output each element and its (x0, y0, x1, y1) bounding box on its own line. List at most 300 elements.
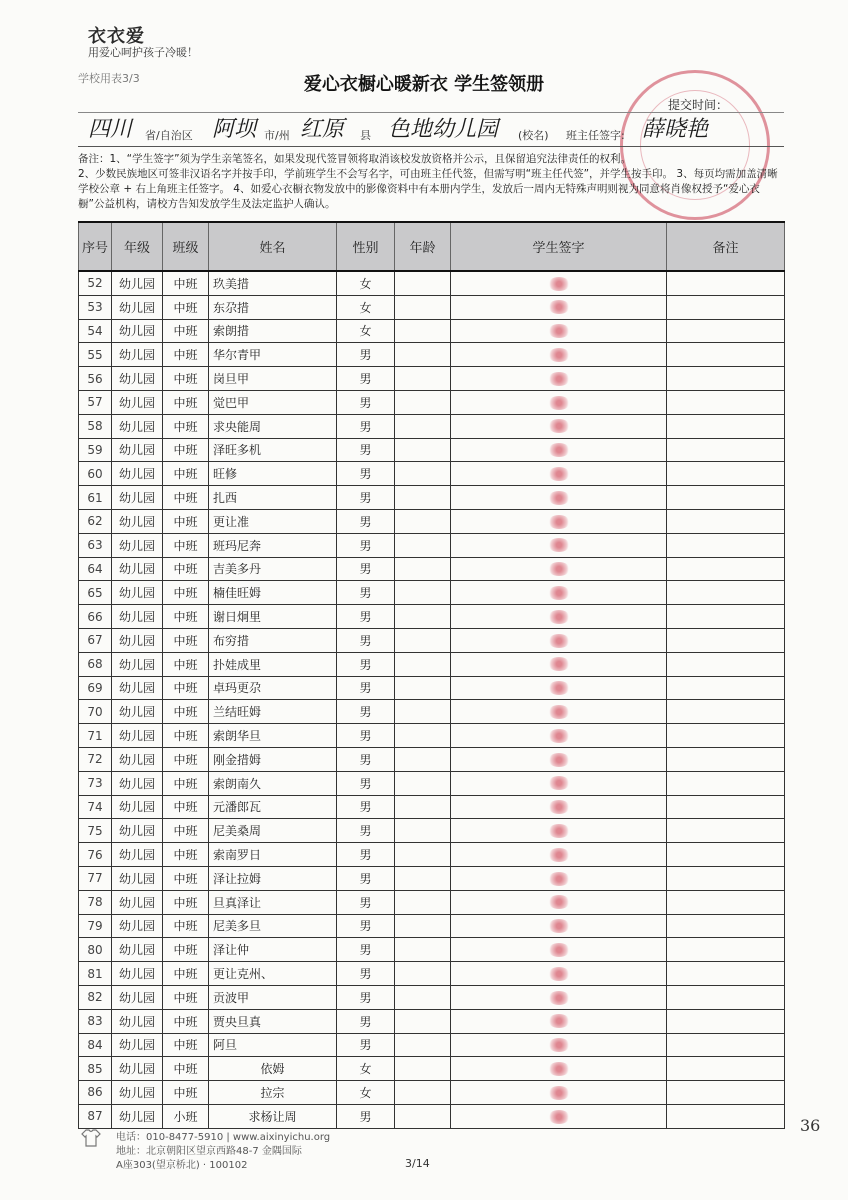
row-grade: 幼儿园 (112, 343, 163, 367)
table-row (79, 866, 785, 890)
row-age (395, 557, 451, 581)
row-class: 中班 (163, 581, 209, 605)
table-row (79, 938, 785, 962)
row-gender: 男 (337, 438, 395, 462)
header-grade: 年级 (112, 222, 163, 271)
row-class: 中班 (163, 486, 209, 510)
row-class: 中班 (163, 343, 209, 367)
row-signature (451, 343, 667, 367)
row-age (395, 509, 451, 533)
row-grade: 幼儿园 (112, 747, 163, 771)
table-row (79, 724, 785, 748)
row-gender: 男 (337, 605, 395, 629)
row-age (395, 414, 451, 438)
table-row (79, 985, 785, 1009)
row-class: 中班 (163, 700, 209, 724)
row-name: 索朗华旦 (209, 724, 337, 748)
row-gender: 男 (337, 985, 395, 1009)
row-class: 中班 (163, 866, 209, 890)
table-row (79, 486, 785, 510)
row-gender: 男 (337, 628, 395, 652)
row-gender: 男 (337, 676, 395, 700)
row-gender: 男 (337, 724, 395, 748)
row-signature (451, 438, 667, 462)
thumbprint-icon (548, 991, 570, 1005)
thumbprint-icon (548, 491, 570, 505)
thumbprint-icon (548, 729, 570, 743)
submit-time-label: 提交时间： (668, 98, 729, 112)
table-row (79, 462, 785, 486)
row-age (395, 367, 451, 391)
row-class: 中班 (163, 1057, 209, 1081)
row-gender: 男 (337, 367, 395, 391)
row-grade: 幼儿园 (112, 938, 163, 962)
table-row (79, 438, 785, 462)
table-row (79, 390, 785, 414)
row-signature (451, 605, 667, 629)
row-signature (451, 271, 667, 295)
row-number: 85 (79, 1057, 112, 1081)
row-grade: 幼儿园 (112, 605, 163, 629)
thumbprint-icon (548, 895, 570, 909)
row-grade: 幼儿园 (112, 390, 163, 414)
row-class: 中班 (163, 295, 209, 319)
thumbprint-icon (548, 705, 570, 719)
row-class: 中班 (163, 914, 209, 938)
table-row (79, 1104, 785, 1128)
row-gender: 男 (337, 843, 395, 867)
row-grade: 幼儿园 (112, 985, 163, 1009)
row-grade: 幼儿园 (112, 771, 163, 795)
row-number: 52 (79, 271, 112, 295)
row-signature (451, 795, 667, 819)
table-row (79, 652, 785, 676)
row-name: 泽让拉姆 (209, 866, 337, 890)
row-grade: 幼儿园 (112, 581, 163, 605)
table-row (79, 890, 785, 914)
table-row (79, 1009, 785, 1033)
row-class: 中班 (163, 605, 209, 629)
row-number: 81 (79, 962, 112, 986)
row-class: 中班 (163, 795, 209, 819)
row-class: 中班 (163, 962, 209, 986)
table-row (79, 367, 785, 391)
row-name: 谢日炯里 (209, 605, 337, 629)
row-grade: 幼儿园 (112, 462, 163, 486)
row-age (395, 1081, 451, 1105)
row-name: 依姆 (209, 1057, 337, 1081)
row-grade: 幼儿园 (112, 628, 163, 652)
row-signature (451, 509, 667, 533)
row-grade: 幼儿园 (112, 962, 163, 986)
row-remarks (667, 295, 785, 319)
row-gender: 男 (337, 771, 395, 795)
row-age (395, 1104, 451, 1128)
row-class: 中班 (163, 271, 209, 295)
row-remarks (667, 914, 785, 938)
row-grade: 幼儿园 (112, 866, 163, 890)
row-remarks (667, 866, 785, 890)
row-signature (451, 700, 667, 724)
row-age (395, 843, 451, 867)
row-remarks (667, 414, 785, 438)
row-remarks (667, 486, 785, 510)
row-class: 中班 (163, 509, 209, 533)
thumbprint-icon (548, 324, 570, 338)
row-name: 觉巴甲 (209, 390, 337, 414)
row-remarks (667, 1081, 785, 1105)
thumbprint-icon (548, 277, 570, 291)
row-number: 57 (79, 390, 112, 414)
teacher-sign-label: 班主任签字: (566, 129, 625, 142)
header-age: 年龄 (395, 222, 451, 271)
row-age (395, 486, 451, 510)
row-name: 索南罗日 (209, 843, 337, 867)
row-number: 76 (79, 843, 112, 867)
row-grade: 幼儿园 (112, 486, 163, 510)
handwritten-page-number: 36 (800, 1116, 821, 1135)
row-signature (451, 486, 667, 510)
row-age (395, 1033, 451, 1057)
row-age (395, 676, 451, 700)
row-signature (451, 724, 667, 748)
row-name: 索朗措 (209, 319, 337, 343)
row-remarks (667, 652, 785, 676)
row-name: 楠佳旺姆 (209, 581, 337, 605)
row-remarks (667, 676, 785, 700)
row-signature (451, 676, 667, 700)
row-grade: 幼儿园 (112, 1009, 163, 1033)
row-class: 中班 (163, 1009, 209, 1033)
row-gender: 男 (337, 890, 395, 914)
city-label: 市/州 (264, 129, 290, 142)
table-row (79, 962, 785, 986)
row-signature (451, 819, 667, 843)
thumbprint-icon (548, 1086, 570, 1100)
row-gender: 女 (337, 1081, 395, 1105)
row-class: 中班 (163, 1081, 209, 1105)
row-class: 中班 (163, 367, 209, 391)
footer-address: 地址：北京朝阳区望京西路48-7 金隅国际 (116, 1146, 302, 1157)
row-remarks (667, 962, 785, 986)
row-remarks (667, 700, 785, 724)
row-grade: 幼儿园 (112, 1057, 163, 1081)
row-signature (451, 462, 667, 486)
row-signature (451, 1104, 667, 1128)
row-remarks (667, 843, 785, 867)
row-number: 56 (79, 367, 112, 391)
row-name: 玖美措 (209, 271, 337, 295)
row-number: 59 (79, 438, 112, 462)
table-row (79, 605, 785, 629)
thumbprint-icon (548, 824, 570, 838)
row-age (395, 747, 451, 771)
row-signature (451, 1009, 667, 1033)
row-name: 求杨让周 (209, 1104, 337, 1128)
row-gender: 男 (337, 938, 395, 962)
row-gender: 男 (337, 652, 395, 676)
row-class: 中班 (163, 390, 209, 414)
row-grade: 幼儿园 (112, 533, 163, 557)
row-number: 77 (79, 866, 112, 890)
row-name: 班玛尼奔 (209, 533, 337, 557)
row-age (395, 343, 451, 367)
row-age (395, 652, 451, 676)
row-number: 68 (79, 652, 112, 676)
table-row (79, 795, 785, 819)
row-class: 中班 (163, 724, 209, 748)
row-signature (451, 295, 667, 319)
row-class: 中班 (163, 890, 209, 914)
row-name: 阿旦 (209, 1033, 337, 1057)
row-number: 87 (79, 1104, 112, 1128)
row-gender: 男 (337, 700, 395, 724)
row-number: 70 (79, 700, 112, 724)
row-age (395, 819, 451, 843)
teacher-signature: 薛晓艳 (642, 117, 709, 142)
row-gender: 男 (337, 486, 395, 510)
row-gender: 男 (337, 795, 395, 819)
row-class: 小班 (163, 1104, 209, 1128)
page-number: 3/14 (405, 1157, 430, 1170)
thumbprint-icon (548, 1014, 570, 1028)
row-name: 贾央旦真 (209, 1009, 337, 1033)
row-age (395, 533, 451, 557)
row-class: 中班 (163, 628, 209, 652)
row-signature (451, 771, 667, 795)
row-grade: 幼儿园 (112, 819, 163, 843)
row-remarks (667, 605, 785, 629)
table-row (79, 557, 785, 581)
table-row (79, 914, 785, 938)
row-age (395, 390, 451, 414)
row-name: 求央能周 (209, 414, 337, 438)
row-grade: 幼儿园 (112, 1033, 163, 1057)
footer-phone: 电话：010-8477-5910 | www.aixinyichu.org (116, 1132, 331, 1143)
thumbprint-icon (548, 967, 570, 981)
row-name: 元潘郎瓦 (209, 795, 337, 819)
row-name: 华尔青甲 (209, 343, 337, 367)
row-age (395, 938, 451, 962)
row-class: 中班 (163, 747, 209, 771)
row-class: 中班 (163, 557, 209, 581)
row-name: 尼美多旦 (209, 914, 337, 938)
table-row (79, 628, 785, 652)
note-line-1: 备注：1、“学生签字”须为学生亲笔签名，如果发现代签冒领将取消该校发放资格并公示，且保留追究法律责任的权利。 (78, 153, 632, 165)
row-name: 更让准 (209, 509, 337, 533)
thumbprint-icon (548, 348, 570, 362)
row-age (395, 890, 451, 914)
row-gender: 男 (337, 819, 395, 843)
row-grade: 幼儿园 (112, 700, 163, 724)
row-gender: 男 (337, 343, 395, 367)
row-grade: 幼儿园 (112, 438, 163, 462)
row-gender: 男 (337, 1104, 395, 1128)
row-number: 66 (79, 605, 112, 629)
thumbprint-icon (548, 657, 570, 671)
row-gender: 男 (337, 1009, 395, 1033)
row-signature (451, 866, 667, 890)
row-grade: 幼儿园 (112, 914, 163, 938)
header-name: 姓名 (209, 222, 337, 271)
thumbprint-icon (548, 800, 570, 814)
row-remarks (667, 390, 785, 414)
row-signature (451, 581, 667, 605)
row-age (395, 724, 451, 748)
row-name: 泽旺多机 (209, 438, 337, 462)
row-name: 兰结旺姆 (209, 700, 337, 724)
row-class: 中班 (163, 985, 209, 1009)
row-number: 60 (79, 462, 112, 486)
province-label: 省/自治区 (145, 129, 193, 142)
row-class: 中班 (163, 676, 209, 700)
row-signature (451, 1081, 667, 1105)
row-name: 扎西 (209, 486, 337, 510)
row-remarks (667, 985, 785, 1009)
roster-table (78, 221, 785, 1129)
row-age (395, 438, 451, 462)
row-gender: 男 (337, 866, 395, 890)
row-signature (451, 747, 667, 771)
row-age (395, 795, 451, 819)
table-row (79, 1081, 785, 1105)
row-grade: 幼儿园 (112, 890, 163, 914)
table-row (79, 843, 785, 867)
row-grade: 幼儿园 (112, 414, 163, 438)
row-number: 83 (79, 1009, 112, 1033)
row-class: 中班 (163, 438, 209, 462)
row-gender: 男 (337, 962, 395, 986)
row-signature (451, 414, 667, 438)
row-remarks (667, 1057, 785, 1081)
thumbprint-icon (548, 300, 570, 314)
row-name: 卓玛更尕 (209, 676, 337, 700)
header-class: 班级 (163, 222, 209, 271)
row-name: 东尕措 (209, 295, 337, 319)
row-remarks (667, 557, 785, 581)
row-age (395, 581, 451, 605)
row-signature (451, 557, 667, 581)
county-label: 县 (360, 129, 371, 142)
row-age (395, 295, 451, 319)
row-remarks (667, 938, 785, 962)
row-gender: 男 (337, 747, 395, 771)
row-name: 更让克州、 (209, 962, 337, 986)
row-gender: 男 (337, 914, 395, 938)
row-name: 索朗南久 (209, 771, 337, 795)
row-number: 69 (79, 676, 112, 700)
row-signature (451, 843, 667, 867)
document-title: 爱心衣橱心暖新衣 学生签领册 (303, 74, 545, 95)
header-signature: 学生签字 (451, 222, 667, 271)
row-name: 刚金措姆 (209, 747, 337, 771)
row-gender: 男 (337, 414, 395, 438)
row-number: 65 (79, 581, 112, 605)
row-number: 79 (79, 914, 112, 938)
row-name: 尼美桑周 (209, 819, 337, 843)
row-remarks (667, 1104, 785, 1128)
thumbprint-icon (548, 1062, 570, 1076)
row-number: 54 (79, 319, 112, 343)
row-name: 扑娃成里 (209, 652, 337, 676)
row-class: 中班 (163, 414, 209, 438)
row-grade: 幼儿园 (112, 652, 163, 676)
row-remarks (667, 462, 785, 486)
roster-body (79, 271, 785, 1128)
row-signature (451, 390, 667, 414)
row-signature (451, 938, 667, 962)
row-age (395, 319, 451, 343)
row-name: 岗旦甲 (209, 367, 337, 391)
row-remarks (667, 1009, 785, 1033)
thumbprint-icon (548, 396, 570, 410)
footer-address-2: A座303(望京桥北) · 100102 (116, 1160, 248, 1171)
row-class: 中班 (163, 771, 209, 795)
row-remarks (667, 509, 785, 533)
row-class: 中班 (163, 1033, 209, 1057)
thumbprint-icon (548, 515, 570, 529)
province-handwritten: 四川 (88, 117, 133, 142)
row-class: 中班 (163, 462, 209, 486)
row-number: 64 (79, 557, 112, 581)
row-gender: 女 (337, 295, 395, 319)
row-number: 72 (79, 747, 112, 771)
row-number: 61 (79, 486, 112, 510)
row-remarks (667, 819, 785, 843)
thumbprint-icon (548, 467, 570, 481)
row-age (395, 914, 451, 938)
row-grade: 幼儿园 (112, 295, 163, 319)
row-class: 中班 (163, 938, 209, 962)
row-grade: 幼儿园 (112, 271, 163, 295)
row-number: 82 (79, 985, 112, 1009)
thumbprint-icon (548, 610, 570, 624)
address-underline (78, 146, 784, 147)
row-remarks (667, 319, 785, 343)
shirt-icon (80, 1128, 102, 1148)
row-age (395, 985, 451, 1009)
row-number: 86 (79, 1081, 112, 1105)
row-remarks (667, 771, 785, 795)
row-signature (451, 962, 667, 986)
county-handwritten: 红原 (300, 117, 345, 142)
row-age (395, 1057, 451, 1081)
row-remarks (667, 438, 785, 462)
row-number: 84 (79, 1033, 112, 1057)
row-class: 中班 (163, 319, 209, 343)
row-number: 80 (79, 938, 112, 962)
row-grade: 幼儿园 (112, 557, 163, 581)
thumbprint-icon (548, 776, 570, 790)
row-remarks (667, 343, 785, 367)
table-row (79, 1033, 785, 1057)
row-age (395, 462, 451, 486)
row-class: 中班 (163, 819, 209, 843)
row-gender: 男 (337, 1033, 395, 1057)
table-row (79, 581, 785, 605)
row-age (395, 771, 451, 795)
row-grade: 幼儿园 (112, 509, 163, 533)
row-remarks (667, 271, 785, 295)
table-row (79, 1057, 785, 1081)
row-age (395, 700, 451, 724)
row-number: 55 (79, 343, 112, 367)
note-line-2: 2、少数民族地区可签非汉语名字并按手印，学前班学生不会写名字，可由班主任代签，但需写明“班主任代签”，并学生按手印。 3、每页均需加盖清晰学校公章 + 右上角班主任签字。 4、如爱心衣橱衣物发放中的影像资料中有本册内学生，发放后一周内无特殊声明则视为同意将肖像权授予“爱心衣橱”公益机构，请校方告知发放学生及法定监护人确认。 (78, 168, 778, 210)
table-row (79, 676, 785, 700)
row-signature (451, 533, 667, 557)
row-remarks (667, 890, 785, 914)
table-row (79, 295, 785, 319)
